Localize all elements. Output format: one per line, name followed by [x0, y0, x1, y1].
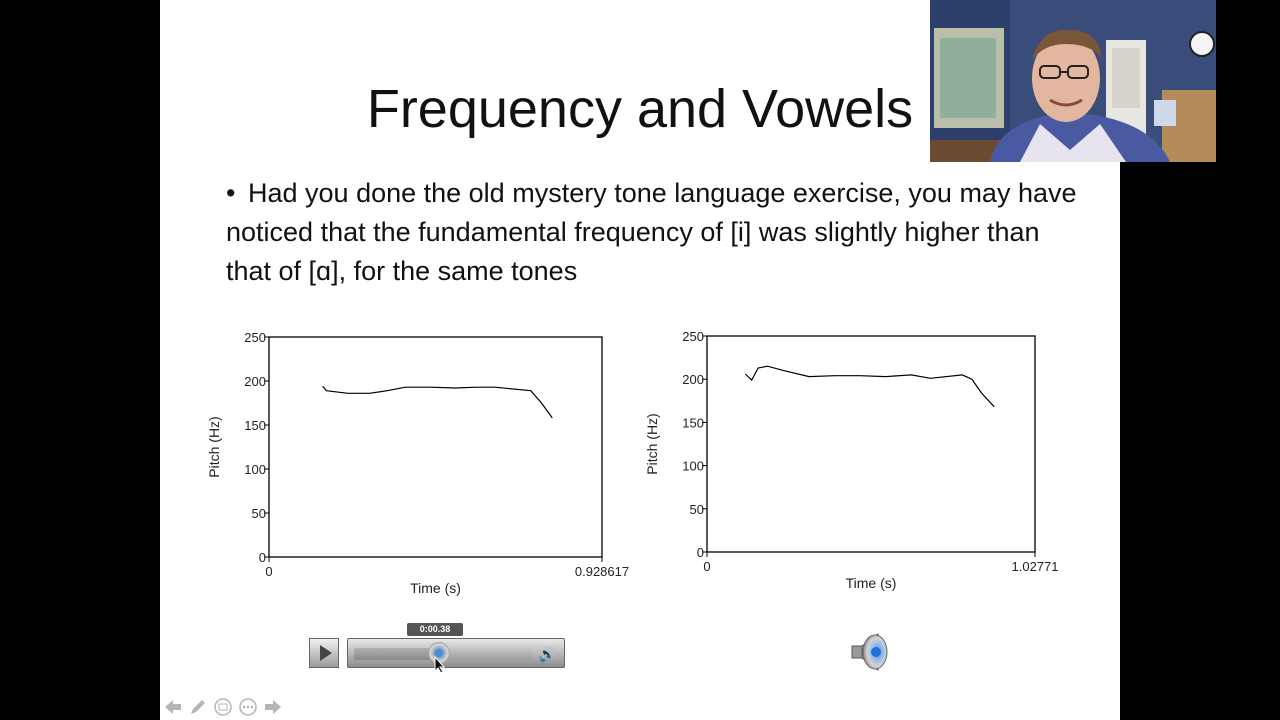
webcam-video — [930, 0, 1216, 162]
chart1-y-tick-label: 100 — [244, 462, 266, 477]
chart2-y-tick-label: 200 — [682, 372, 704, 388]
chart2-y-tick-label: 100 — [682, 458, 704, 474]
mouse-cursor-icon — [434, 656, 446, 674]
slide-title: Frequency and Vowels — [366, 79, 914, 139]
chart2-y-tick-label: 250 — [682, 329, 704, 344]
pen-icon[interactable] — [187, 696, 209, 718]
chart2-x-axis-label: Time (s) — [845, 575, 897, 591]
play-button[interactable] — [309, 638, 339, 668]
chart2-frame — [707, 336, 1035, 552]
scrub-bar[interactable] — [347, 638, 565, 668]
speaker-icon[interactable] — [848, 630, 892, 674]
chart1-y-tick-label: 150 — [244, 418, 266, 433]
more-options-icon[interactable] — [237, 696, 259, 718]
previous-arrow-icon[interactable] — [162, 696, 184, 718]
chart1-y-axis-label: Pitch (Hz) — [206, 416, 222, 478]
chart2-y-tick-label: 0 — [696, 545, 704, 560]
next-arrow-icon[interactable] — [262, 696, 284, 718]
bullet-dot: • — [226, 178, 236, 208]
chart2-x-tick-label: 1.02771 — [1011, 559, 1059, 574]
webcam-image — [930, 0, 1216, 162]
chart1-y-tick-label: 50 — [251, 506, 266, 521]
scrub-progress — [354, 648, 439, 660]
chart2-y-tick-label: 50 — [689, 501, 704, 517]
chart1-y-tick-label: 200 — [244, 374, 266, 389]
time-tooltip: 0:00.38 — [407, 623, 463, 636]
chart1-frame — [269, 337, 602, 557]
bullet-text: Had you done the old mystery tone language exercise, you may have noticed that the fundamental frequency of [i] was slightly higher than that of [ɑ], for the same tones — [226, 178, 1077, 286]
chart1-x-tick-label: 0 — [265, 564, 273, 579]
chart1-x-tick-label: 0.928617 — [574, 564, 630, 579]
chart2-pitch-line — [745, 366, 994, 407]
chart1-x-axis-label: Time (s) — [410, 580, 461, 596]
chart1-pitch-line — [323, 386, 553, 418]
chart1-y-tick-label: 0 — [258, 550, 266, 565]
volume-icon[interactable]: 🔊 — [538, 646, 556, 662]
chart1-y-tick-label: 250 — [244, 330, 266, 345]
chart2-x-tick-label: 0 — [703, 559, 711, 574]
play-icon — [320, 645, 332, 661]
chart2-y-tick-label: 150 — [682, 415, 704, 431]
slide-nav-toolbar — [162, 696, 284, 718]
chart2-y-axis-label: Pitch (Hz) — [644, 413, 660, 475]
slides-grid-icon[interactable] — [212, 696, 234, 718]
